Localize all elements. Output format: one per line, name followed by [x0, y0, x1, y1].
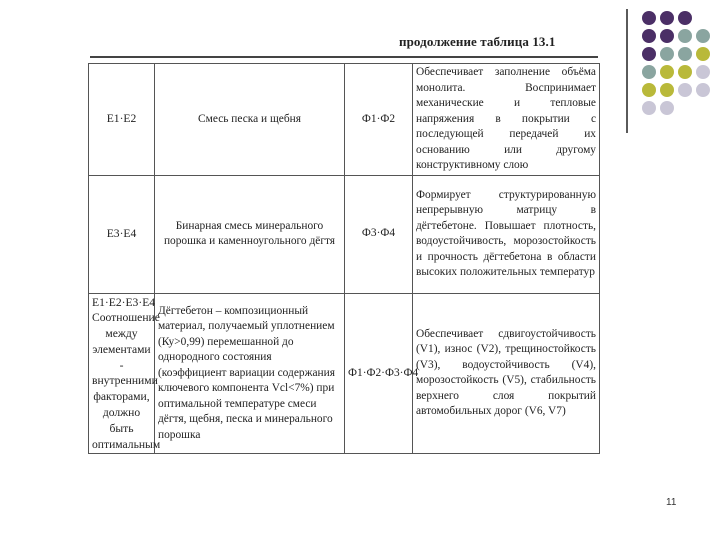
decor-dot: [678, 47, 692, 61]
table-row: [89, 293, 600, 454]
decor-dot: [678, 29, 692, 43]
decor-dot: [678, 11, 692, 25]
page-number: 11: [666, 497, 677, 508]
description-cell: Обеспечивает сдвигоустойчивость (V1), износ (V2), трещиностойкость (V3), водоустойчивость (V4), морозостойкость (V5), стабильность верхнего слоя покрытий автомобильных дорог (V6, V7): [413, 293, 600, 454]
decor-dot: [678, 83, 692, 97]
materials-table: [88, 63, 600, 454]
decor-dot: [660, 47, 674, 61]
material-cell: Дёгтебетон – композиционный материал, получаемый уплотнением (Ку>0,99) перемешанной до однородного состояния (коэффициент вариации содержания ключевого компонента Vсl<7%) при оптимальной температуре смеси дёгтя, щебня, песка и минерального порошка: [155, 293, 345, 454]
decor-dot: [696, 47, 710, 61]
material-cell: Смесь песка и щебня: [155, 64, 345, 176]
description-cell: Обеспечивает заполнение объёма монолита. Воспринимает механические и тепловые напряжения в покрытии с последующей передачей их основанию или другому конструктивному слою: [413, 64, 600, 176]
decor-dot: [660, 101, 674, 115]
function-cell: Ф3·Ф4: [345, 175, 413, 293]
decor-dot: [696, 65, 710, 79]
element-cell: Е3·Е4: [89, 175, 155, 293]
decor-dot: [660, 11, 674, 25]
decor-dot: [642, 83, 656, 97]
decor-dot: [678, 65, 692, 79]
decor-dot: [696, 29, 710, 43]
table-top-rule: [90, 56, 598, 58]
table-row: [89, 175, 600, 293]
table-row: [89, 64, 600, 176]
element-cell: Е1·Е2·Е3·Е4 Соотношение между элементами - внутренними факторами, должно быть оптимальным: [89, 293, 155, 454]
decor-dot: [642, 11, 656, 25]
table-caption: продолжение таблица 13.1: [399, 34, 556, 49]
decor-dot: [642, 47, 656, 61]
material-cell: Бинарная смесь минерального порошка и каменноугольного дёгтя: [155, 175, 345, 293]
decor-dot: [660, 29, 674, 43]
function-cell: Ф1·Ф2·Ф3·Ф4: [345, 293, 413, 454]
description-cell: Формирует структурированную непрерывную матрицу в дёгтебетоне. Повышает плотность, водоустойчивость, морозостойкость и прочность дёгтебетона в области высоких положительных температур: [413, 175, 600, 293]
decor-dot: [642, 65, 656, 79]
element-cell: Е1·Е2: [89, 64, 155, 176]
decor-dot: [642, 29, 656, 43]
decorative-dot-grid: [640, 9, 712, 125]
decor-dot: [696, 83, 710, 97]
decor-dot: [660, 65, 674, 79]
function-cell: Ф1·Ф2: [345, 64, 413, 176]
decor-dot: [642, 101, 656, 115]
decor-dot: [660, 83, 674, 97]
decor-vertical-line: [626, 9, 628, 133]
